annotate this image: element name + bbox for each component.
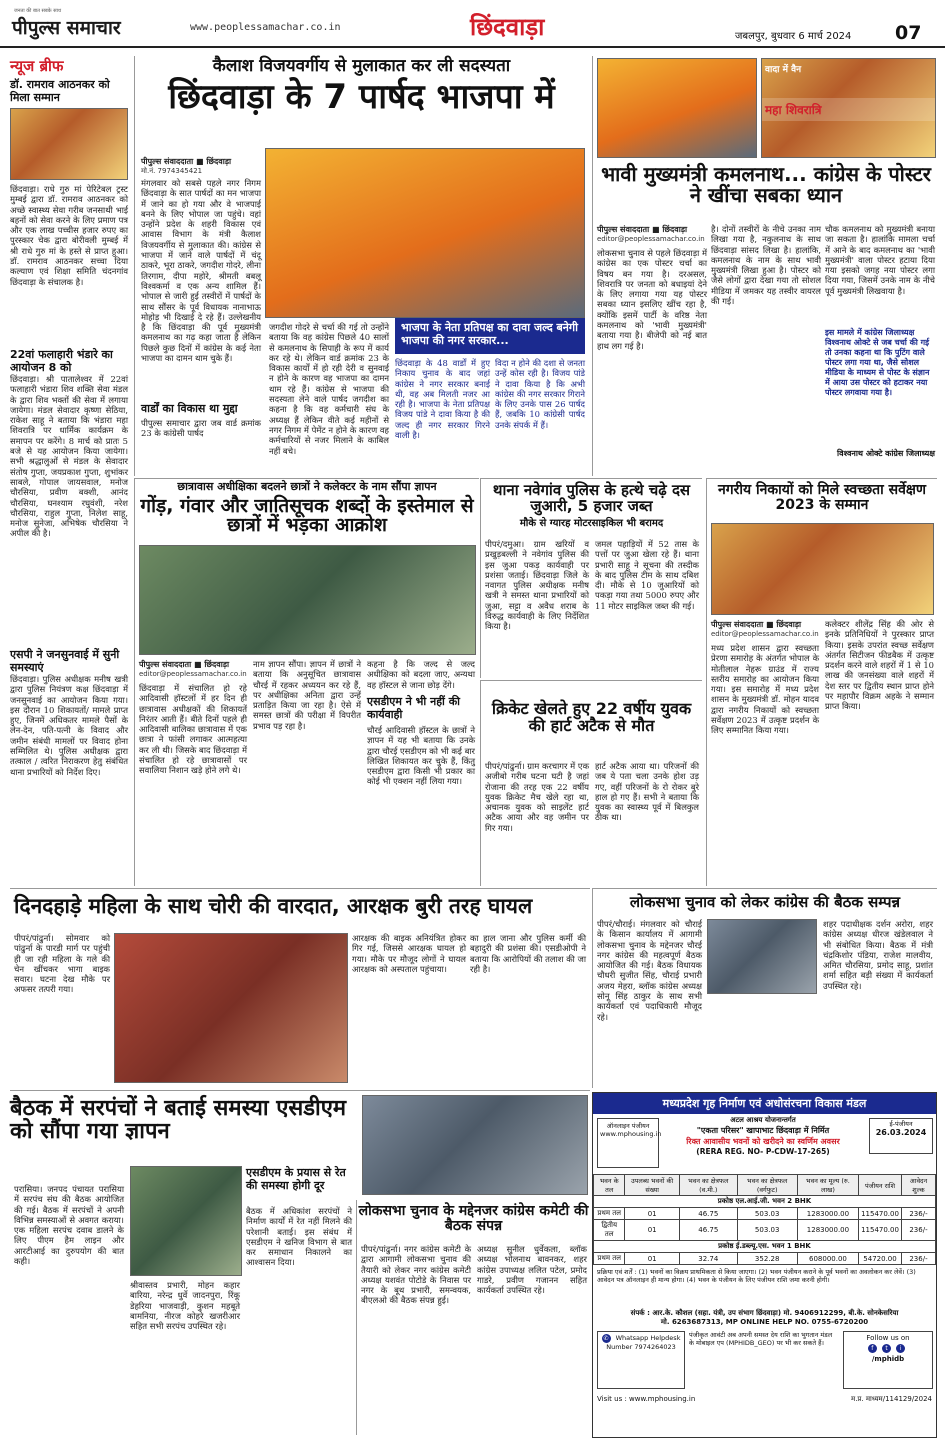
poster-photo-2 <box>761 58 936 158</box>
table-cell: 236/- <box>901 1253 935 1265</box>
table-cell: 115470.00 <box>859 1220 902 1241</box>
congress-meeting-headline: लोकसभा चुनाव को लेकर कांग्रेस की बैठक सम्पन्न <box>629 893 901 911</box>
sarpanch-subhead: एसडीएम के प्रयास से रेत की समस्या होगी दूर <box>246 1166 346 1192</box>
lead-subhead: वार्डों का विकास था मुद्दा <box>141 402 261 415</box>
ad-rera: (RERA REG. NO- P-CDW-17-265) <box>696 1147 830 1156</box>
students-story <box>134 478 479 886</box>
dateline: जबलपुर, बुधवार 6 मार्च 2024 <box>735 31 852 42</box>
lead-story <box>134 56 588 476</box>
sarpanch-col-2: श्रीवास्तव प्रभारी, मोहन कहार बारिया, नरेन्द्र धुर्वे जादनपुरा, रिंकू डेहरिया भाजवाड़ी, कुशन महबूते बामनिया, नीरज कोहरे खजरीआर सहित सभी सरपंच उपस्थित रहे। <box>130 1280 240 1332</box>
table-cell: 32.74 <box>680 1253 738 1265</box>
ad-social <box>843 1331 933 1389</box>
ad-qr-text: पंजीकृत आवंटी अब अपनी समस्त देय राशि का भुगतान मंडल के मोबाइल एप (MPHIDB_GEO) पर भी कर सकते हैं। <box>689 1331 833 1347</box>
instagram-icon[interactable]: i <box>896 1344 905 1353</box>
ad-whatsapp-text: Whatsapp Helpdesk Number 7974264023 <box>606 1334 681 1351</box>
poster-col-3: चौक कमलनाथ को मुख्यमंत्री बनाया जा सकता है। हालांकि मामला चर्चा में आने के बाद कमलनाथ का 'भावी मुख्यमंत्री' वाला पोस्टर हटाया दिया गया इसको जगह नया पोस्टर लगा दिया गया, जिसमें उनके नाम के नीचे पूर्व मुख्यमंत्री लिखवाया है। <box>825 224 935 296</box>
ad-visit[interactable]: Visit us : www.mphousing.in <box>597 1395 696 1403</box>
brief-text-1: छिंदवाड़ा। राधे गुरु मां पेरिटेबल ट्रस्ट मुम्बई द्वारा डॉ. रामराव आठनकर को अच्छे स्वास्थ्य सेवा गरीब जनसाथी भाई बहनों को सेवा करने के लिए प्रमाण पत्र और एक लाख पच्चीस हजार रुपए का पुरस्कार चेक द्वारा बोरीवली मुम्बई में श्री राधे गुरु मां के हस्ते से प्राप्त हुआ। डॉ. रामराव आठनकर सच्चा दिया कल्याण एवं शिक्षा समिति चंदनगांव छिंदवाड़ा के संचालक है। <box>10 184 128 287</box>
lead-kicker: कैलाश विजयवर्गीय से मुलाकात कर ली सदस्यता <box>212 56 511 76</box>
poster-byline: पीपुल्स संवाददाता ■ छिंदवाड़ा <box>597 225 688 234</box>
students-kicker: छात्रावास अधीक्षिका बदलने छात्रों ने कलेक्टर के नाम सौंपा ज्ञापन <box>177 480 437 493</box>
table-cell: 01 <box>625 1220 680 1241</box>
award-photo <box>10 108 128 180</box>
cricket-col-2: हार्ट अटैक आया था। परिजनों की जब ये पता चला उनके होश उड़ गए, वहीं परिजनों के रो रोकर बुरे हाल हो गए हैं। सभी ने बताया कि युवक का स्वास्थ्य पूर्व में बिलकुल ठीक था। <box>595 761 699 823</box>
swachh-email: editor@peoplessamachar.co.in <box>711 630 819 638</box>
ad-follow: Follow us on <box>866 1334 910 1342</box>
table-cell: 503.03 <box>737 1208 797 1220</box>
gamblers-subheadline: मौके से ग्यारह मोटरसाइकिल भी बरामद <box>519 517 664 529</box>
cricket-headline: क्रिकेट खेलते हुए 22 वर्षीय युवक की हार्ट अटैक से मौत <box>491 699 692 735</box>
congress-meeting-col-2: शहर पदाधीक्षक दर्शन अरोरा, शहर कांग्रेस अध्यक्ष धीरज खंडेलवाल ने भी संबोधित किया। बैठक में मंत्री चंद्रकिशोर पंडिया, राजेश मालवीय, अमित चौरसिया, प्रमोद साहू, प्रशांत शर्मा सहित बड़ी संख्या में कार्यकर्ता उपस्थित रहे। <box>823 919 933 991</box>
table-cell: 352.28 <box>737 1253 797 1265</box>
lead-photo <box>265 148 585 318</box>
table-cell: 115470.00 <box>859 1208 902 1220</box>
facebook-icon[interactable]: f <box>868 1344 877 1353</box>
table-row <box>594 1208 936 1220</box>
students-email: editor@peoplessamachar.co.in <box>139 670 247 678</box>
news-brief-label: न्यूज ब्रीफ <box>10 57 64 75</box>
table-cell: 236/- <box>901 1220 935 1241</box>
whatsapp-icon: ✆ <box>603 1335 609 1342</box>
table-cell: 01 <box>625 1208 680 1220</box>
congress-meeting-col-1: पीपरं/चौराई। मंगलवार को चौराई के किसान कार्यालय में आगामी लोकसभा चुनाव के मद्देनजर चौरई नगर कांग्रेस की महत्वपूर्ण बैठक आयोजित की गई। बैठक विधायक चौधरी सुजीत सिंह, चौराई प्रभारी अजय मेहरा, ब्लॉक कांग्रेस अध्यक्ष सोनू सिंह ठाकुर के साथ सभी कार्यकर्ता एवं पदाधिकारी मौजूद रहे। <box>597 919 702 1022</box>
poster-col-2: है। दोनों तस्वीरों के नीचे उनका नाम लिखा गया है, नकुलनाथ के साथ छिंदवाड़ा सांसद लिखा है। हालांकि, कमलनाथ के नाम के साथ भावी मुख्यमंत्री लिखा हुआ है। पोस्टर को जैसे लोगों द्वारा देखा गया तो सोशल मीडिया में जमकर यह तस्वीर वायरल की गई। <box>711 224 821 307</box>
ad-title: मध्यप्रदेश गृह निर्माण एवं अधोसंरचना विकास मंडल <box>593 1093 936 1114</box>
brief-headline-1: डॉ. रामराव आठनकर को मिला सम्मान <box>10 78 110 104</box>
newspaper-logo: पीपुल्स समाचार <box>12 17 121 39</box>
housing-ad <box>592 1092 937 1438</box>
poster-quote: विश्वनाथ ओक्टे कांग्रेस जिलाध्यक्ष <box>837 449 935 458</box>
swachh-col-1: मध्य प्रदेश शासन द्वारा स्वच्छता प्रेरणा समारोह के अंतर्गत भोपाल के मोतीलाल नेहरू ग्राउंड में राज्य स्तरीय समारोह का आयोजन किया गया। इस समारोह में मध्य प्रदेश शासन के मुख्यमंत्री डॉ. मोहन यादव द्वारा नगरीय निकायों को स्वच्छता सर्वेक्षण 2023 में उत्कृष्ट प्रदर्शन के लिए सम्मानित किया गया। <box>711 643 819 736</box>
lead-mobile: मो.नं. 7974345421 <box>141 167 203 175</box>
students-col-1: छिंदवाड़ा में संचालित हो रहे आदिवासी हॉस्टलों में हर दिन ही छात्रावास अधीक्षकों की शिकायतें निरंतर आती हैं। बीते दिनों पहले ही आदिवासी बालिका छात्रावास में एक छात्रा ने फांसी लगाकर आत्महत्या कर ली थी। जिसके बाद छिंदवाड़ा में संचालित हो रहे छात्रावासों पर सवालिया निशान खड़े होने लगे थे। <box>139 683 247 776</box>
students-byline: पीपुल्स संवाददाता ■ छिंदवाड़ा <box>139 660 230 669</box>
ad-header-cell: भवन के तल <box>594 1175 625 1196</box>
table-cell: 236/- <box>901 1208 935 1220</box>
poster-text: महा शिवरात्रि <box>762 98 935 121</box>
ad-offer: रिक्त आवासीय भवनों को खरीदने का स्वर्णिम अवसर <box>686 1137 840 1146</box>
ad-project: "एकता परिसर" खापाभाट छिंदवाड़ा में निर्मित <box>696 1126 830 1135</box>
students-col-3: कहना है कि जल्द से जल्द अधीक्षिका को बदला जाए, अन्यथा वह हॉस्टल से जाना छोड़ देंगे। <box>367 659 475 690</box>
poster-email: editor@peoplessamachar.co.in <box>597 235 705 243</box>
table-cell: द्वितीय तल <box>594 1220 625 1241</box>
theft-story <box>10 888 590 1088</box>
cricket-col-1: पीपरं/पांढुर्ना। ग्राम करचागर में एक अजीबो गरीब घटना घटी है जहां रोजाना की तरह एक 22 वर्षीय युवक क्रिकेट मैच खेले रहा था, अचानक युवक को साइलेंट हार्ट अटैक आया और वह जमीन पर गिर गया। <box>485 761 589 833</box>
masthead <box>0 0 945 48</box>
page-number: 07 <box>895 22 922 44</box>
table-cell: 46.75 <box>680 1208 738 1220</box>
ad-header-cell: भवन का क्षेत्रफल (वर्गफुट) <box>737 1175 797 1196</box>
table-cell: 46.75 <box>680 1220 738 1241</box>
students-subhead: एसडीएम ने भी नहीं की कार्यवाही <box>367 695 461 721</box>
students-col-2: नाम ज्ञापन सौंपा। ज्ञापन में छात्रों ने बताया कि अनुसूचित छात्रावास चौरई में रहकर अध्ययन कर रहे हैं, पर अधीक्षिका अनिता द्वारा उन्हें प्रताड़ित किया जा रहा है। ऐसे में समस्त छात्रों की परीक्षा में विपरीत प्रभाव पड़ रहा है। <box>253 659 361 731</box>
sarpanch-col-3: बैठक में अधिकांश सरपंचों ने निर्माण कार्यों में रेत नहीं मिलने की परेशानी बताई। इस संबंध में एसडीएम ने खनिज विभाग से बात कर समाधान निकालने का आश्वासन दिया। <box>246 1206 352 1268</box>
ad-table <box>593 1174 936 1265</box>
swachh-photo <box>711 523 934 615</box>
congress-meeting-story <box>592 888 937 1088</box>
lok-meeting-col-2: अध्यक्ष सुनील धुर्वेकला, ब्लॉक अध्यक्ष भोलनाथ बावनकर, शहर कांग्रेस उपाध्यक्ष ललित पटेल, प्रमोद गाडरे, प्रवीण गजानन सहित कार्यकर्ता उपस्थित रहे। <box>477 1244 587 1296</box>
brief-text-2: छिंदवाड़ा। श्री पातालेश्वर में 22वां फलाहारी भंडारा शिव शक्ति सेवा मंडल के द्वारा शिव भक्तों की सेवा में लगाया जायेगा। मंडल सेवादार कृष्णा सेठिया, राकेश साहू ने बताया कि भंडारा महा शिवरात्रि पर धार्मिक कार्यक्रम के समापन पर करेंगे। 8 मार्च को प्रातः 5 बजे से यह आयोजन किया जायेगा। सभी श्रद्धालुओं से मंडल के सेवादार संतोष गुप्ता, जयप्रकाश गुप्ता, शुभांकर साबले, गोपाल जायसवाल, मनोज चौरसिया, प्रवीण बक्शी, आनंद चौरसिया, घनश्याम रघुवंशी, नरेश चौरसिया, राहुल गुप्ता, निलेश साहू, मनोज सुनेजा, अभिषेक चौरसिया ने अपील की है। <box>10 374 128 539</box>
brief-text-3: छिंदवाड़ा। पुलिस अधीक्षक मनीष खत्री द्वारा पुलिस नियंत्रण कक्ष छिंदवाड़ा में जनसुनवाई का आयोजन किया गया। इस दौरान 10 शिकायतों/ मामले प्राप्त हुए, जिनमें अधिकतर मामले पैसों के लेन-देन, पति-पत्नी के विवाद और जमीन संबंधी मामलों पर विवाद होना सम्मिलित थे। पुलिस अधीक्षक द्वारा तत्काल / त्वरित निराकरण हेतु संबंधित थाना प्रभारियों को निर्देश दिए। <box>10 674 128 777</box>
table-row <box>594 1253 936 1265</box>
poster-note: इस मामले में कांग्रेस जिलाध्यक्ष विश्वनाथ ओक्टे से जब चर्चा की गई तो उनका कहना था कि पुटिंग वाले पोस्टर लगा गया था, जैसे सोशल मीडिया के माध्यम से पोस्ट के संज्ञान में आया उस पोस्टर को हटाकर नया पोस्टर लगवाया गया है। <box>825 328 930 397</box>
city-title: छिंदवाड़ा <box>470 13 545 41</box>
sarpanch-headline: बैठक में सरपंचों ने बताई समस्या एसडीएम को सौंपा गया ज्ञापन <box>10 1096 347 1145</box>
twitter-icon[interactable]: t <box>882 1344 891 1353</box>
ad-header-cell: उपलब्ध भवनों की संख्या <box>625 1175 680 1196</box>
swachh-byline: पीपुल्स संवाददाता ■ छिंदवाड़ा <box>711 620 802 629</box>
gamblers-col-2: जमल पहाड़ियों में 52 तास के पत्तों पर जुआ खेला रहे हैं। थाना प्रभारी साहू ने सूचना की तस्दीक के बाद पुलिस टीम के साथ दबिश दी। मौके से 10 जुआरियों को पकड़ा गया तथा 5000 रुपए और 11 मोटर साइकिल जब्त की गई। <box>595 539 699 611</box>
swachh-story <box>706 478 937 886</box>
poster-label: वादा में वैन <box>765 65 802 75</box>
lead-col-1: मंगलवार को सबसे पहले नगर निगम छिंदवाड़ा के सात पार्षदों का मन भाजपा में जाने का हो गया और वे भाजपाई बनने के लिए भोपाल जा पहुंचे। वहां उन्होंने प्रदेश के शहरी विकास एवं आवास विभाग के मंत्री कैलाश विजयवर्गीय से मुलाकात की। कांग्रेस से भाजपा में जाने वाले पार्षदों में चंदू ठाकरे, भूरा ठाकरे, जगदीश गोदरे, लीना तिरगाम, दीपा महोरे, श्रीमती बबलू विश्वकर्मा व एक अन्य शामिल हैं। भोपाल से जारी हुई तस्वीरों में पार्षदों के साथ सौंसर के पूर्व विधायक नानाभाऊ मोहोड़ भी दिखाई दे रहे हैं। उल्लेखनीय है कि छिंदवाड़ा की पूर्व मुख्यमंत्री कमलनाथ का गढ़ कहा जाता है लेकिन पिछले कुछ दिनों में कांग्रेस के कई नेता भाजपा का दामन थाम चुके हैं। <box>141 178 261 364</box>
students-photo <box>139 545 476 655</box>
poster-story <box>592 56 937 476</box>
table-cell: 608000.00 <box>797 1253 858 1265</box>
gamblers-headline: थाना नवेगांव पुलिस के हत्थे चढ़े दस जुआरी, 5 हजार जब्त <box>492 481 691 515</box>
swachh-col-2: कलेक्टर शीलेंद्र सिंह की ओर से इनके प्रतिनिधियों ने पुरस्कार प्राप्त किया। इसके उपरांत स्वच्छ सर्वेक्षण अंतर्गत सिटीजन फीडबैक में उत्कृष्ट प्रदर्शन करने वाले शहरों में 1 से 10 लाख की जनसंख्या वाले शहरों में देश स्तर पर द्वितीय स्थान प्राप्त होने पर महापौर विक्रम अहके ने सम्मान प्राप्त किया। <box>825 619 934 712</box>
ad-scheme: अटल आश्रय योजनान्तर्गत <box>730 1116 796 1124</box>
ad-header-cell: पंजीयन राशि <box>859 1175 902 1196</box>
lok-meeting-story <box>356 1200 590 1435</box>
lead-photo-caption: भाजपा के नेता प्रतिपक्ष का दावा जल्द बनेगी भाजपा की नगर सरकार... <box>395 318 585 354</box>
lead-col-2: जगदीश गोदरे से चर्चा की गई तो उन्होंने बताया कि वह कांग्रेस पिछले 40 सालों से कमलनाथ के सिपाही के रूप में कार्य कर रहे थे। लेकिन वार्ड क्रमांक 23 के विकास कार्यों में हो रही देरी व सुनवाई न होने के कारण वह भाजपा का दामन थाम रहे हैं। कांग्रेस से भाजपा की सदस्यता लेने वाले पार्षद जगदीश का कहना है कि वह कर्मचारी संघ के अध्यक्ष हैं लेकिन वीते कई महीनों से नगर निगम में पेमेंट न होने के कारण वह कर्मचारियों से नजर मिलाने के काबिल नहीं बचे। <box>269 322 389 456</box>
ad-type-2: प्रकोष्ठ ई.डब्ल्यू.एस. भवन 1 BHK <box>594 1241 936 1253</box>
cricket-story <box>480 680 702 886</box>
gamblers-story <box>480 478 702 678</box>
gamblers-col-1: पीपरं/दमुआ। ग्राम खरियों व प्रखुड़बल्ली ने नवेगांव पुलिस की इस जुआ पकड़ कार्यवाही पर प्रशंसा जताई। छिंदवाड़ा जिले के नवागत पुलिस अधीक्षक मनीष खत्री ने समस्त थाना प्रभारियों को जुआ, सट्टा व अवैध शराब के विरुद्ध कार्यवाही के लिए निर्देशित किया है। <box>485 539 589 632</box>
table-cell: 1283000.00 <box>797 1208 858 1220</box>
table-cell: 503.03 <box>737 1220 797 1241</box>
students-headline: गोंड़, गंवार और जातिसूचक शब्दों के इस्तेमाल से छात्रों में भड़का आक्रोश <box>140 494 474 537</box>
brief-headline-3: एसपी ने जनसुनवाई में सुनी समस्याएं <box>10 648 120 674</box>
lead-col-4: विदा न होने की दशा से जनता उन्हें कोस रही है। विजय पांडे ने दावा किया है कि अभी कांग्रेस की नगर सरकार गिराने के लिए उनके पास 26 पार्षद हैं, जबकि 10 कांग्रेसी पार्षद उनके संपर्क में हैं। <box>495 358 585 430</box>
sarpanch-col-1: परासिया। जनपद पंचायत परासिया में सरपंच संघ की बैठक आयोजित की गई। बैठक में सरपंचों ने अपनी विभिन्न समस्याओं से अवगत कराया। एक महिला सरपंच दवाब डालने के लिए पीएम हैम लाइन और आरटीआई का दुरुपयोग की बात कही। <box>14 1184 124 1267</box>
table-cell: 1283000.00 <box>797 1220 858 1241</box>
theft-col-3: का हाल जाना और पुलिस कर्मी की बहादुरी की प्रशंसा की। एसडीओपी ने बताया कि आरोपियों की तलाश की जा रही है। <box>470 933 586 974</box>
ad-code: म.प्र. माध्यम/114129/2024 <box>851 1395 932 1403</box>
ad-online-label[interactable]: ऑनलाइन पंजीयन www.mphousing.in <box>597 1118 659 1168</box>
logo-tagline: जनता की बात सबके साथ <box>14 8 62 14</box>
ad-date: 26.03.2024 <box>875 1128 927 1137</box>
theft-photo <box>114 933 348 1083</box>
lok-meeting-headline: लोकसभा चुनाव के मद्देनजर कांग्रेस कमेटी की बैठक संपन्न <box>358 1203 589 1234</box>
table-cell: 54720.00 <box>859 1253 902 1265</box>
ad-helpline: मो. 6263687313, MP ONLINE HELP NO. 0755-6720200 <box>660 1318 869 1326</box>
lok-meeting-col-1: पीपरं/पांढुर्ना। नगर कांग्रेस कमेटी के द्वारा आगामी लोकसभा चुनाव की तैयारी को लेकर नगर कांग्रेस कमेटी अध्यक्ष यशवंत पोटोडे के निवास पर नगर के बूथ प्रभारी, समन्वयक, बीएलओ की बैठक संपन्न हुई। <box>361 1244 471 1306</box>
ad-terms: प्रक्रिया एवं शर्तें : (1) भवनों का विक्रय प्राथमिकता से किया जाएगा। (2) भवन पंजीयन कराने के पूर्व भवनों का अवलोकन कर लेवें। (3) आवेदन पत्र ऑनलाइन ही मान्य होगा। (4) भवन के पंजीयन के लिए पंजीयन राशि जमा करनी होगी। <box>597 1268 916 1284</box>
sarpanch-photo-2 <box>130 1166 242 1276</box>
ad-handle[interactable]: /mphidb <box>871 1355 905 1363</box>
theft-headline: दिनदहाड़े महिला के साथ चोरी की वारदात, आरक्षक बुरी तरह घायल <box>14 894 533 918</box>
lead-byline: पीपुल्स संवाददाता ■ छिंदवाड़ा <box>141 157 232 166</box>
theft-col-2: आरक्षक की बाइक अनियंत्रित होकर गिर गई, जिससे आरक्षक घायल हो गया। मौके पर मौजूद लोगों ने घायल आरक्षक को अस्पताल पहुंचाया। <box>352 933 466 974</box>
lead-headline: छिंदवाड़ा के 7 पार्षद भाजपा में <box>168 76 555 117</box>
congress-meeting-photo <box>707 919 817 994</box>
swachh-headline: नगरीय निकायों को मिले स्वच्छता सर्वेक्षण 2023 के सम्मान <box>717 482 927 513</box>
table-row <box>594 1220 936 1241</box>
ad-date-box <box>869 1118 933 1154</box>
website-link[interactable]: www.peoplessamachar.co.in <box>190 22 341 33</box>
table-cell: प्रथम तल <box>594 1208 625 1220</box>
ad-contact: संपर्क : आर.के. कौशल (सहा. यंत्री, उप संभाग छिंदवाड़ा) मो. 9406912299, बी.के. सोनकेसरिया <box>630 1309 899 1317</box>
table-cell: प्रथम तल <box>594 1253 625 1265</box>
poster-col-1: लोकसभा चुनाव से पहले छिंदवाड़ा में कांग्रेस का एक पोस्टर चर्चा का विषय बन गया है। दरअसल, शिवरात्रि पर जनता को बधाइयां देने के लिए लगाया गया यह पोस्टर सबका ध्यान इसलिए खींच रहा है, क्योंकि इसमें पार्टी के वरिष्ठ नेता कमलनाथ को 'भावी मुख्यमंत्री' बताया गया है। बीजेपी को नई बात हाथ लग गई है। <box>597 248 707 351</box>
ad-type-1: प्रकोष्ठ एल.आई.जी. भवन 2 BHK <box>594 1196 936 1208</box>
poster-headline: भावी मुख्यमंत्री कमलनाथ... कांग्रेस के पोस्टर ने खींचा सबका ध्यान <box>601 162 931 207</box>
ad-date-label: ई-पंजीयन <box>889 1120 913 1128</box>
ad-header-cell: भवन का मूल्य (रु. लाख) <box>797 1175 858 1196</box>
poster-photo-1 <box>597 58 757 158</box>
ad-whatsapp[interactable] <box>597 1331 685 1389</box>
ad-header-cell: आवेदन शुल्क <box>901 1175 935 1196</box>
table-cell: 01 <box>625 1253 680 1265</box>
ad-header-cell: भवन का क्षेत्रफल (व.मी.) <box>680 1175 738 1196</box>
lead-col-1b: पीपुल्स समाचार द्वारा जब वार्ड क्रमांक 23 के कांग्रेसी पार्षद <box>141 418 261 439</box>
ad-table-header <box>594 1175 936 1196</box>
news-brief-column <box>10 56 128 886</box>
brief-headline-2: 22वां फलाहारी भंडारे का आयोजन 8 को <box>10 348 113 374</box>
students-col-3b: चौरई आदिवासी हॉस्टल के छात्रों ने ज्ञापन में यह भी बताया कि उनके द्वारा चौरई एसडीएम को भी कई बार लिखित शिकायत कर चुके हैं, किंतु एसडीएम द्वारा किसी भी प्रकार का कोई भी एक्शन नहीं लिया गया। <box>367 725 475 787</box>
lead-col-3: छिंदवाड़ा के 48 वार्डों में हुए निकाय चुनाव के बाद जहां कांग्रेस ने नगर सरकार बनाई थी, वह अब मिलती नजर आ रही है। भाजपा के नेता प्रतिपक्ष विजय पांडे ने दावा किया है की जल्द ही नगर सरकार गिरने वाली है। <box>395 358 490 441</box>
theft-col-1: पीपरं/पांढुर्ना। सोमवार को पांढुर्ना के पारडी मार्ग पर पहुंची ही जा रही महिला के गले की चेन खींचकर भागा बाइक सवार। घटना देख मौके पर अफसर तत्परी गया। <box>14 933 110 995</box>
